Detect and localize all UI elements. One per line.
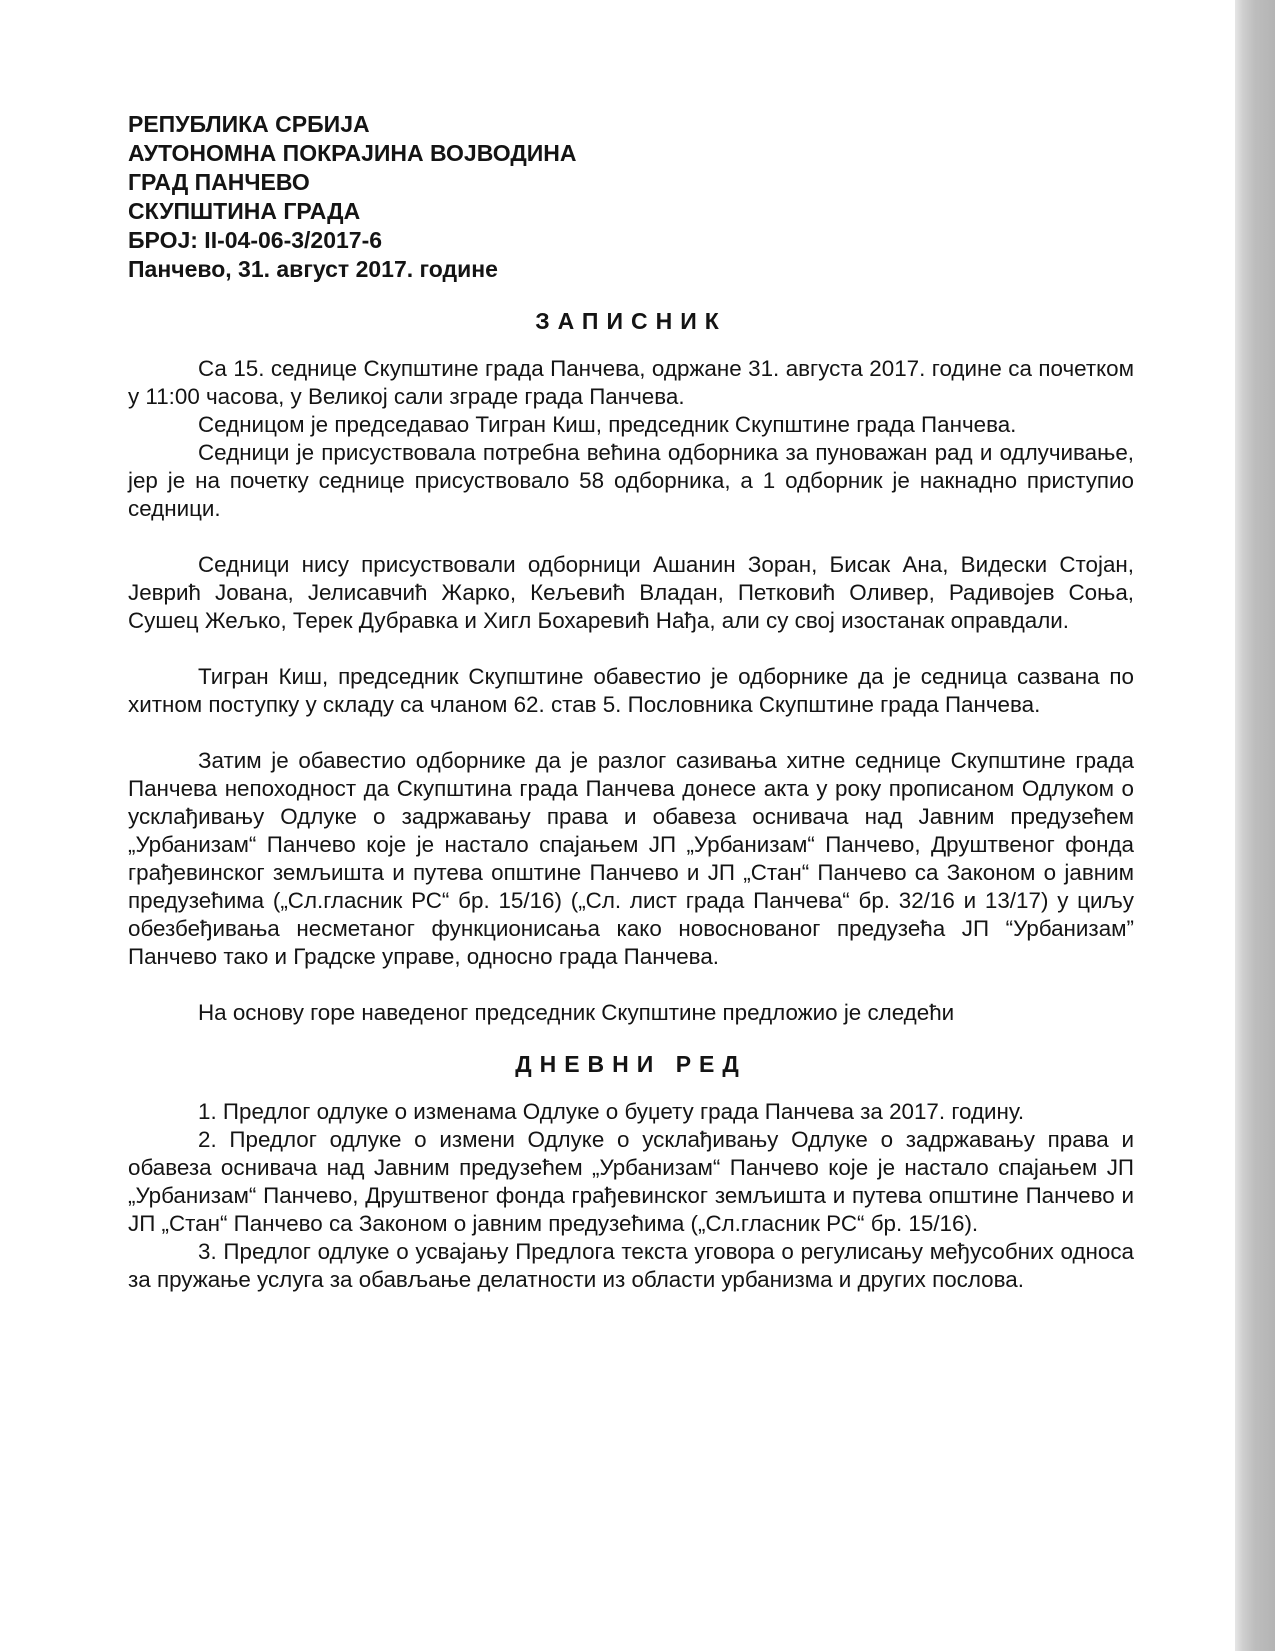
header-reference-number: БРОЈ: II-04-06-3/2017-6: [128, 227, 383, 253]
header-place-date: Панчево, 31. август 2017. године: [128, 256, 498, 282]
header-province: АУТОНОМНА ПОКРАЈИНА ВОЈВОДИНА: [128, 140, 577, 166]
paragraph-quorum: Седници је присуствовала потребна већина одборника за пуноважан рад и одлучивање, јер је на почетку седнице присуствовало 58 одборника, а 1 одборник је накнадно приступио седници.: [128, 440, 1134, 521]
document-header: [128, 110, 1134, 284]
header-assembly: СКУПШТИНА ГРАДА: [128, 198, 361, 224]
paragraph-session-info: Са 15. седнице Скупштине града Панчева, одржане 31. августа 2017. године са почетком у 11:00 часова, у Великој сали зграде града Панчева.: [128, 356, 1134, 409]
agenda-item: 1. Предлог одлуке о изменама Одлуке о буџету града Панчева за 2017. годину.: [198, 1099, 1025, 1124]
paragraph-agenda-proposal: На основу горе наведеног председник Скупштине предложио је следећи: [198, 1000, 955, 1025]
document-title: ЗАПИСНИК: [535, 308, 727, 334]
paragraph-absent-members: Седници нису присуствовали одборници Ашанин Зоран, Бисак Ана, Видески Стојан, Јеврић Јована, Јелисавчић Жарко, Кељевић Владан, Петковић Оливер, Радивојев Соња, Сушец Жељко, Терек Дубравка и Хигл Бохаревић Нађа, али су свој изостанак оправдали.: [128, 552, 1134, 633]
agenda-item: 2. Предлог одлуке о измени Одлуке о усклађивању Одлуке о задржавању права и обавеза оснивача над Јавним предузећем „Урбанизам“ Панчево које је настало спајањем ЈП „Урбанизам“ Панчево, Друштвеног фонда грађевинског земљишта и путева општине Панчево и ЈП „Стан“ Панчево са Законом о јавним предузећима („Сл.гласник РС“ бр. 15/16).: [128, 1127, 1134, 1236]
agenda-title: ДНЕВНИ РЕД: [515, 1051, 747, 1077]
document-page: [128, 110, 1134, 1294]
paragraph-urgency-reason: Затим је обавестио одборнике да је разлог сазивања хитне седнице Скупштине града Панчева непоходност да Скупштина града Панчева донесе акта у року прописаном Одлуком о усклађивању Одлуке о задржавању права и обавеза оснивача над Јавним предузећем „Урбанизам“ Панчево које је настало спајањем ЈП „Урбанизам“ Панчево, Друштвеног фонда грађевинског земљишта и путева општине Панчево и ЈП „Стан“ Панчево са Законом о јавним предузећима („Сл.гласник РС“ бр. 15/16) („Сл. лист града Панчева“ бр. 32/16 и 13/17) у циљу обезбеђивања несметаног функционисања како новоснованог предузећа ЈП “Урбанизам” Панчево тако и Градске управе, односно града Панчева.: [128, 748, 1134, 969]
scan-shadow-edge: [1235, 0, 1275, 1651]
header-country: РЕПУБЛИКА СРБИЈА: [128, 111, 370, 137]
header-city: ГРАД ПАНЧЕВО: [128, 169, 310, 195]
agenda-item: 3. Предлог одлуке о усвајању Предлога текста уговора о регулисању међусобних односа за пружање услуга за обављање делатности из области урбанизма и других послова.: [128, 1239, 1134, 1292]
paragraph-chair: Седницом је председавао Тигран Киш, председник Скупштине града Панчева.: [198, 412, 1017, 437]
paragraph-urgent-procedure: Тигран Киш, председник Скупштине обавестио је одборнике да је седница сазвана по хитном поступку у складу са чланом 62. став 5. Пословника Скупштине града Панчева.: [128, 664, 1134, 717]
